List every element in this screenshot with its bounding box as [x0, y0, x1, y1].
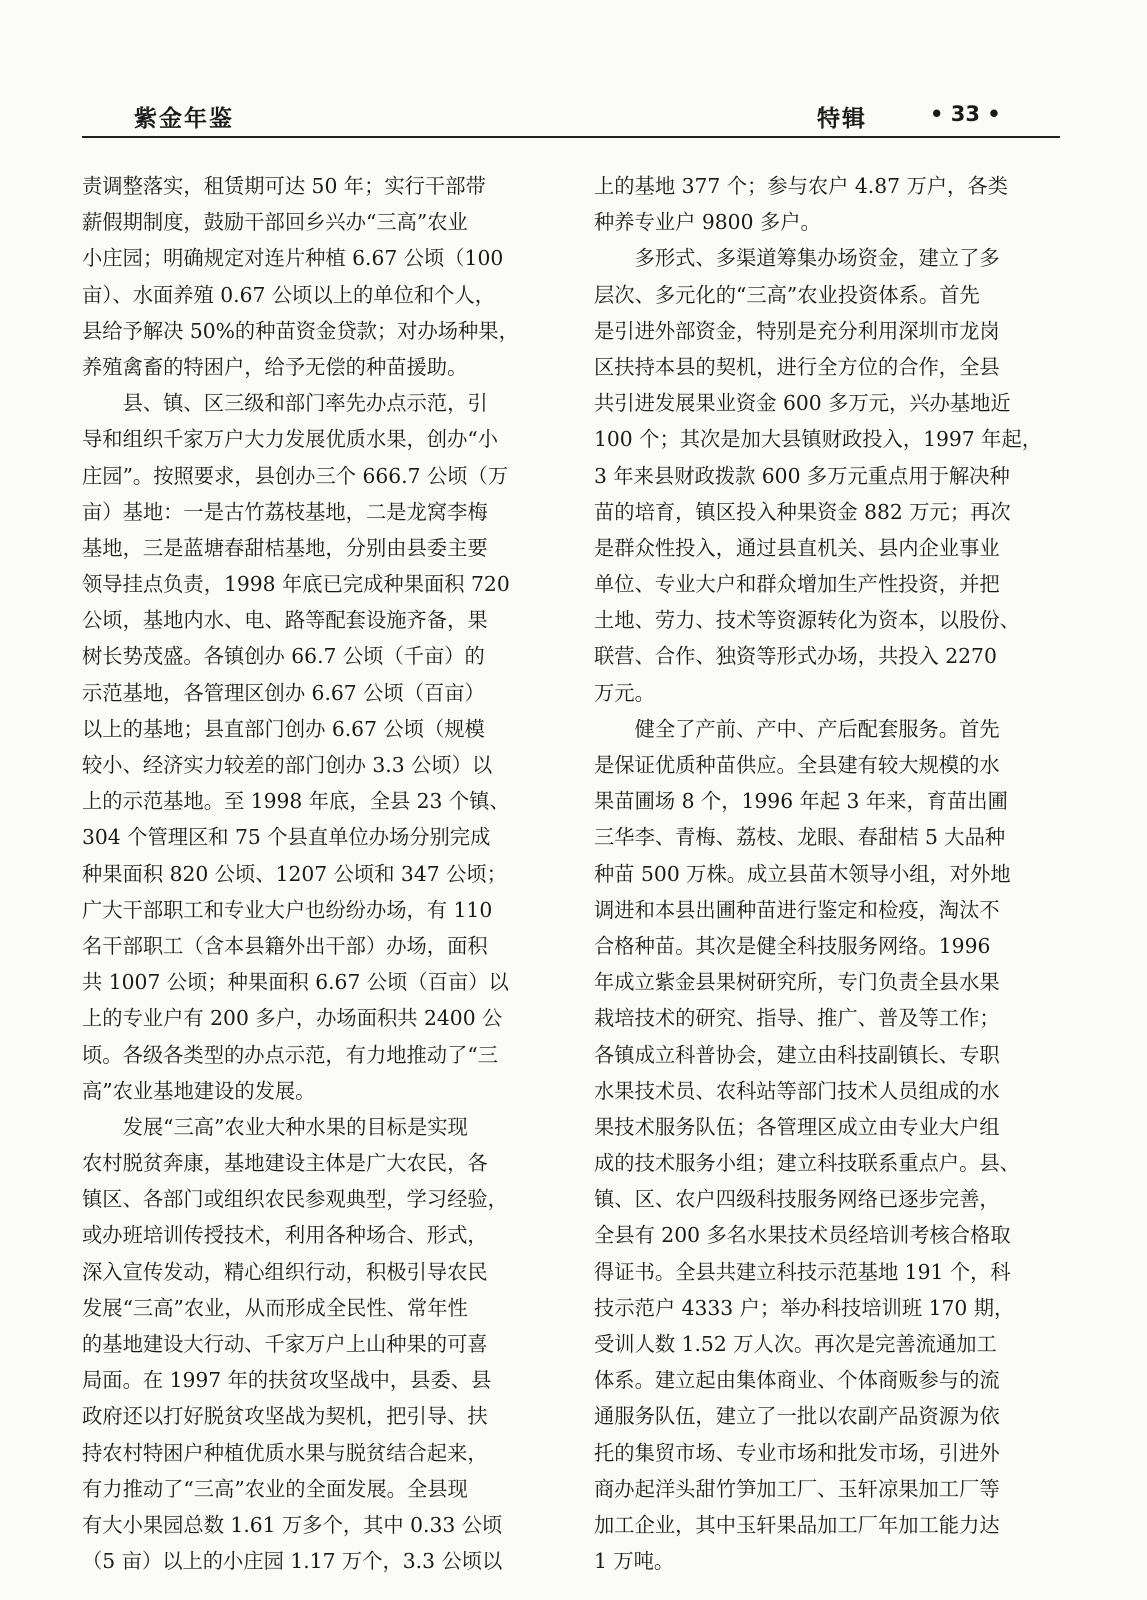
- text-line: 镇、区、农户四级科技服务网络已逐步完善，: [594, 1187, 1000, 1212]
- text-line: 县给予解决 50%的种苗资金贷款；对办场种果，: [82, 318, 519, 343]
- text-line: 广大干部职工和专业大户也纷纷办场，有 110: [82, 897, 493, 922]
- left-column: [82, 168, 542, 1579]
- text-line: 共 1007 公顷；种果面积 6.67 公顷（百亩）以: [82, 970, 509, 995]
- text-line: 以上的基地；县直部门创办 6.67 公顷（规模: [82, 716, 485, 741]
- text-line: 水果技术员、农科站等部门技术人员组成的水: [594, 1078, 1000, 1103]
- text-line: 全县有 200 多名水果技术员经培训考核合格取: [594, 1223, 1011, 1248]
- text-line: 成的技术服务小组；建立科技联系重点户。县、: [594, 1151, 1020, 1176]
- text-line: 单位、专业大户和群众增加生产性投资，并把: [594, 572, 1000, 597]
- text-line: 有大小果园总数 1.61 万多个，其中 0.33 公顷: [82, 1512, 503, 1537]
- text-line: 县、镇、区三级和部门率先办点示范，引: [82, 391, 488, 416]
- text-line: 托的集贸市场、专业市场和批发市场，引进外: [594, 1440, 1000, 1465]
- text-line: 较小、经济实力较差的部门创办 3.3 公顷）以: [82, 753, 493, 777]
- text-line: 304 个管理区和 75 个县直单位办场分别完成: [82, 825, 491, 850]
- page-number: • 33 •: [930, 102, 1001, 126]
- text-line: 名干部职工（含本县籍外出干部）办场，面积: [82, 933, 488, 958]
- text-line: 体系。建立起由集体商业、个体商贩参与的流: [594, 1368, 1000, 1393]
- book-title: 紫金年鉴: [134, 106, 234, 132]
- text-line: 深入宣传发动，精心组织行动，积极引导农民: [82, 1259, 488, 1284]
- text-line: 三华李、青梅、荔枝、龙眼、春甜桔 5 大品种: [594, 825, 1006, 850]
- text-line: 养殖禽畜的特困户，给予无偿的种苗援助。: [82, 354, 468, 379]
- text-line: 受训人数 1.52 万人次。再次是完善流通加工: [594, 1332, 997, 1356]
- text-line: 镇区、各部门或组织农民参观典型，学习经验，: [82, 1187, 508, 1212]
- text-line: 联营、合作、独资等形式办场，共投入 2270: [594, 644, 997, 669]
- text-line: 庄园”。按照要求，县创办三个 666.7 公顷（万: [82, 463, 509, 488]
- text-line: 薪假期制度，鼓励干部回乡兴办“三高”农业: [82, 210, 468, 235]
- text-line: 上的基地 377 个；参与农户 4.87 万户，各类: [594, 174, 1008, 198]
- text-line: 调进和本县出圃种苗进行鉴定和检疫，淘汰不: [594, 897, 1000, 922]
- text-line: 导和组织千家万户大力发展优质水果，创办“小: [82, 427, 498, 452]
- text-line: 领导挂点负责，1998 年底已完成种果面积 720: [82, 572, 510, 597]
- text-line: 健全了产前、产中、产后配套服务。首先: [594, 716, 1000, 741]
- header-rule: [82, 136, 1060, 138]
- text-line: 上的示范基地。至 1998 年底，全县 23 个镇、: [82, 789, 510, 814]
- text-line: 亩）基地：一是古竹荔枝基地，二是龙窝李梅: [82, 499, 488, 524]
- text-line: 种苗 500 万株。成立县苗木领导小组，对外地: [594, 861, 1011, 886]
- text-line: 共引进发展果业资金 600 多万元，兴办基地近: [594, 391, 1011, 416]
- text-line: 小庄园；明确规定对连片种植 6.67 公顷（100: [82, 246, 504, 271]
- text-line: 栽培技术的研究、指导、推广、普及等工作；: [594, 1006, 1000, 1031]
- text-line: 区扶持本县的契机，进行全方位的合作，全县: [594, 354, 1000, 379]
- section-title: 特辑: [817, 106, 867, 132]
- text-line: 苗的培育，镇区投入种果资金 882 万元；再次: [594, 499, 1011, 524]
- text-line: 基地，三是蓝塘春甜桔基地，分别由县委主要: [82, 535, 488, 560]
- text-line: 是引进外部资金，特别是充分利用深圳市龙岗: [594, 318, 1000, 343]
- page-header: [82, 94, 1060, 134]
- text-line: 农村脱贫奔康，基地建设主体是广大农民，各: [82, 1151, 488, 1176]
- text-line: 得证书。全县共建立科技示范基地 191 个，科: [594, 1259, 1011, 1284]
- text-line: 局面。在 1997 年的扶贫攻坚战中，县委、县: [82, 1368, 492, 1393]
- text-line: 果技术服务队伍；各管理区成立由专业大户组: [594, 1114, 1000, 1139]
- text-line: 年成立紫金县果树研究所，专门负责全县水果: [594, 970, 1000, 995]
- text-line: 发展“三高”农业，从而形成全民性、常年性: [82, 1295, 468, 1320]
- text-line: 多形式、多渠道筹集办场资金，建立了多: [594, 246, 1000, 271]
- text-line: 土地、劳力、技术等资源转化为资本，以股份、: [594, 608, 1020, 633]
- text-line: 1 万吨。: [594, 1549, 675, 1574]
- text-line: 果苗圃场 8 个，1996 年起 3 年来，育苗出圃: [594, 789, 1008, 814]
- text-line: 种果面积 820 公顷、1207 公顷和 347 公顷；: [82, 861, 507, 886]
- text-line: 责调整落实，租赁期可达 50 年；实行干部带: [82, 174, 486, 198]
- text-line: 技示范户 4333 户；举办科技培训班 170 期，: [594, 1295, 1015, 1320]
- text-line: 上的专业户有 200 多户，办场面积共 2400 公: [82, 1006, 503, 1031]
- text-line: （5 亩）以上的小庄园 1.17 万个，3.3 公顷以: [82, 1549, 503, 1574]
- text-line: 是群众性投入，通过县直机关、县内企业事业: [594, 535, 1000, 560]
- text-line: 合格种苗。其次是健全科技服务网络。1996: [594, 933, 991, 958]
- text-line: 亩）、水面养殖 0.67 公顷以上的单位和个人，: [82, 282, 495, 307]
- text-line: 高”农业基地建设的发展。: [82, 1078, 316, 1103]
- text-line: 树长势茂盛。各镇创办 66.7 公顷（千亩）的: [82, 644, 485, 669]
- text-line: 3 年来县财政拨款 600 多万元重点用于解决种: [594, 463, 1010, 488]
- text-line: 是保证优质种苗供应。全县建有较大规模的水: [594, 753, 1000, 777]
- text-line: 示范基地，各管理区创办 6.67 公顷（百亩）: [82, 680, 485, 705]
- text-line: 层次、多元化的“三高”农业投资体系。首先: [594, 282, 980, 307]
- text-line: 商办起洋头甜竹笋加工厂、玉轩凉果加工厂等: [594, 1476, 1000, 1501]
- text-line: 或办班培训传授技术，利用各种场合、形式，: [82, 1223, 488, 1248]
- text-line: 万元。: [594, 680, 655, 705]
- text-line: 公顷，基地内水、电、路等配套设施齐备，果: [82, 608, 488, 633]
- text-line: 发展“三高”农业大种水果的目标是实现: [82, 1114, 468, 1139]
- text-line: 加工企业，其中玉轩果品加工厂年加工能力达: [594, 1512, 1000, 1537]
- text-line: 有力推动了“三高”农业的全面发展。全县现: [82, 1476, 468, 1501]
- text-line: 顷。各级各类型的办点示范，有力地推动了“三: [82, 1042, 498, 1067]
- text-line: 种养专业户 9800 多户。: [594, 210, 821, 235]
- text-line: 100 个；其次是加大县镇财政投入，1997 年起，: [594, 427, 1043, 452]
- text-line: 政府还以打好脱贫攻坚战为契机，把引导、扶: [82, 1404, 488, 1429]
- text-line: 持农村特困户种植优质水果与脱贫结合起来，: [82, 1440, 488, 1465]
- text-line: 通服务队伍，建立了一批以农副产品资源为依: [594, 1404, 1000, 1429]
- right-column: [594, 168, 1056, 1579]
- text-line: 各镇成立科普协会，建立由科技副镇长、专职: [594, 1042, 1000, 1067]
- text-line: 的基地建设大行动、千家万户上山种果的可喜: [82, 1332, 488, 1356]
